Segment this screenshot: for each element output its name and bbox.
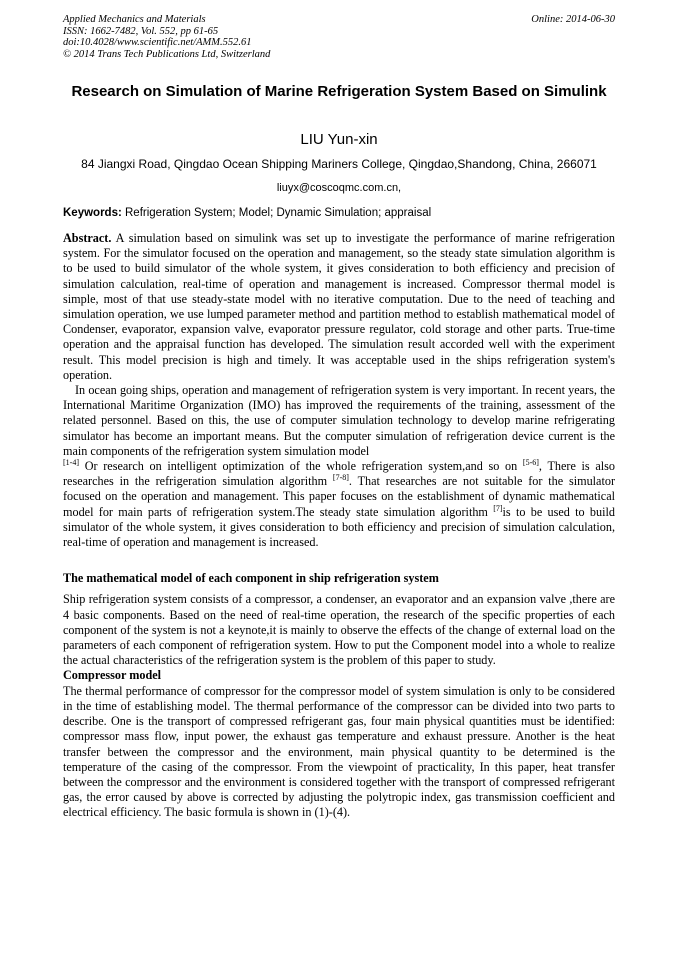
doi-line: doi:10.4028/www.scientific.net/AMM.552.61 (63, 37, 252, 48)
abstract-text: A simulation based on simulink was set up to investigate the performance of marine refrigeration system. For the simulator focused on the operation and management, so the steady state simulation algorithm is to be used to build simulator of the whole system, it gives consideration to both efficiency and precision of simulation calculation, real-time of operation and management is increased. Compressor thermal model is simple, most of that use steady-state model with no iterative computation. Due to the need of teaching and simulation operation, we use lumped parameter method and partition method to establish mathematical model of Condenser, evaporator, expansion valve, evaporator pressure regulator, cold storage and other parts. True-time operation and the appraisal function has developed. The simulation result accorded well with the experiment result. This model precision is high and timely. It was acceptable used in the ships refrigeration system's operation. (63, 231, 615, 382)
intro-text-5: is to be used to build simulator of the whole system, it gives consideration to both efficiency and precision of simulation calculation, real-time of operation and management is increased. (63, 504, 615, 550)
author-name: LIU Yun-xin (300, 131, 378, 148)
intro-paragraph (63, 383, 615, 550)
author-affiliation: 84 Jiangxi Road, Qingdao Ocean Shipping Mariners College, Qingdao,Shandong, China, 266071 (81, 157, 597, 171)
intro-text-4: . That researches are not suitable for the simulator focused on the operation and management. This paper focuses on the establishment of dynamic mathematical model for main parts of refrigeration system.The steady state simulation algorithm (63, 474, 616, 519)
citation-5-6: [5-6] (522, 457, 539, 467)
abstract-label: Abstract. (63, 231, 112, 245)
section-heading: The mathematical model of each component in ship refrigeration system (63, 571, 439, 586)
author-email: liuyx@coscoqmc.com.cn, (276, 182, 402, 194)
paper-title: Research on Simulation of Marine Refrigeration System Based on Simulink (71, 83, 607, 100)
intro-text-1: In ocean going ships, operation and management of refrigeration system is very important. In recent years, the International Maritime Organization (IMO) has improved the requirements of the training, assessment of the related personnel. Based on this, the use of computer simulation technology to develop marine refrigerating simulator has become an important means. But the computer simulation of refrigeration device current is the main components of the refrigeration system simulation model (63, 383, 615, 458)
copyright-line: © 2014 Trans Tech Publications Ltd, Switzerland (63, 48, 271, 60)
journal-name: Applied Mechanics and Materials (63, 14, 206, 25)
intro-text-3: , There is also researches in the refrigeration simulation algorithm (63, 459, 615, 489)
citation-7: [7] (493, 503, 503, 513)
issn-line: ISSN: 1662-7482, Vol. 552, pp 61-65 (63, 25, 219, 37)
compressor-paragraph: The thermal performance of compressor for the compressor model of system simulation is only to be considered in the time of establishing model. The thermal performance of the compressor can be divided into two parts to describe. One is the transport of compressed refrigerant gas, four main physical quantities must be identified: compressor mass flow, input power, the exhaust gas temperature and exhaust pressure. Another is the heat transfer between the compressor and the environment, main physical quantity to be determined is the temperature of the casing of the compressor. From the viewpoint of practicality, In this paper, heat transfer between the compressor and the environment is considered together with the transport of compressed refrigerant gas, the error caused by above is corrected by adjusting the polytropic index, gas transmission coefficient and electrical efficiency. The basic formula is shown in (1)-(4). (63, 683, 615, 820)
subsection-heading: Compressor model (63, 668, 162, 683)
paper-body (63, 231, 615, 821)
keywords-text: Refrigeration System; Model; Dynamic Simulation; appraisal (125, 207, 432, 219)
keywords-label: Keywords: (63, 207, 122, 219)
online-date: Online: 2014-06-30 (531, 14, 615, 25)
citation-1-4: [1-4] (63, 457, 79, 467)
abstract-paragraph (63, 231, 615, 383)
keywords-line (63, 207, 615, 219)
intro-text-2: Or research on intelligent optimization of the whole refrigeration system,and so on (79, 459, 518, 474)
journal-header (63, 14, 615, 60)
section-paragraph: Ship refrigeration system consists of a compressor, a condenser, an evaporator and an expansion valve ,there are 4 basic components. Based on the need of real-time operation, the research of the specific properties of each component of the system is not a keynote,it is mainly to observe the effects of the change of external load on the parameters of each component of refrigeration system. How to put the Component model into a whole to realize the actual characteristics of the refrigeration system is the problem of this paper to study. (63, 592, 615, 668)
citation-7-8: [7-8] (332, 473, 349, 483)
